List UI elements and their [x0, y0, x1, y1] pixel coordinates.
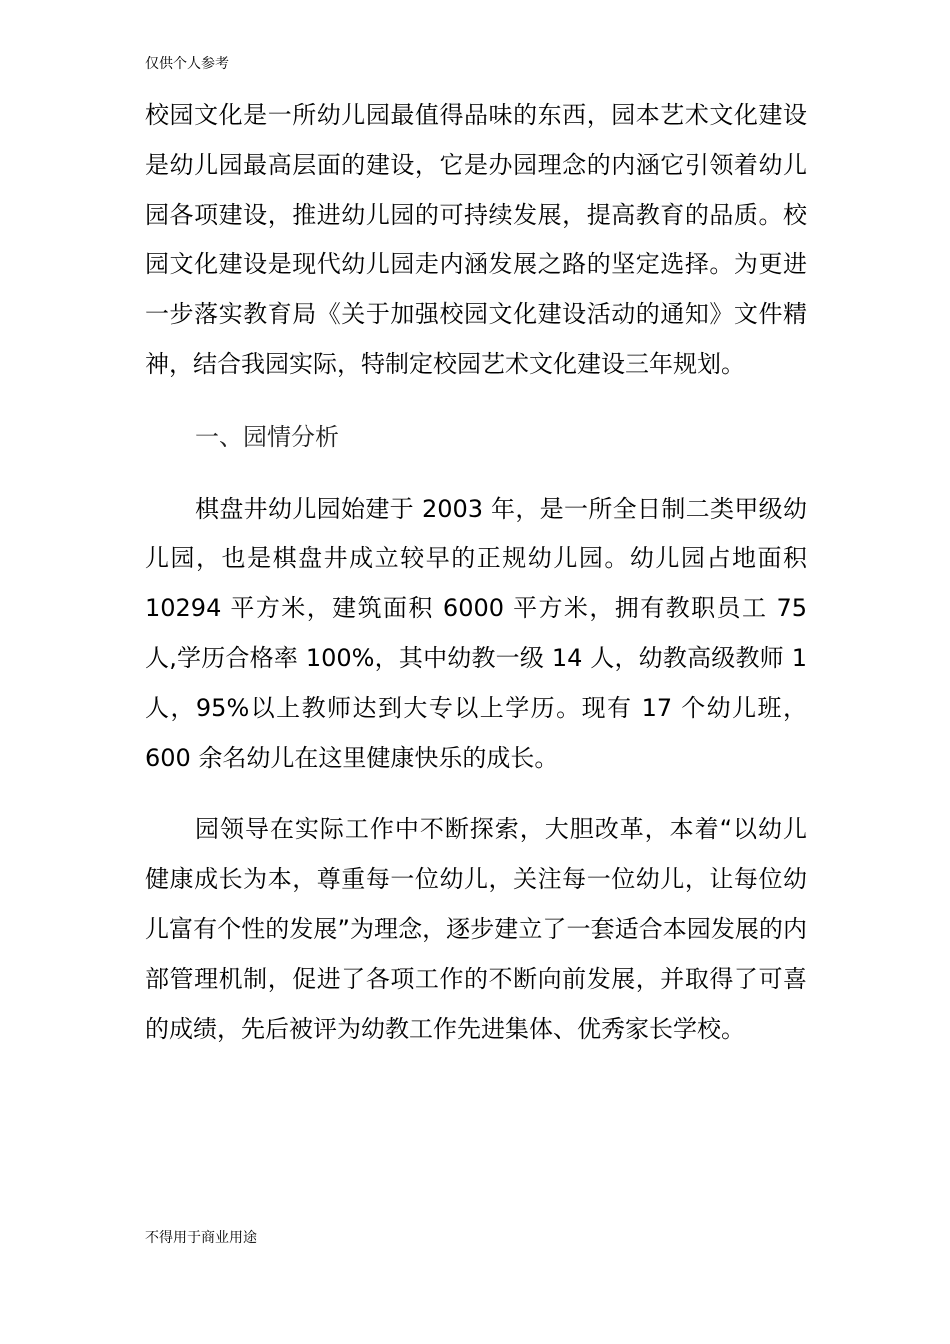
footer-note: 不得用于商业用途: [145, 1230, 257, 1246]
overview-paragraph: 棋盘井幼儿园始建于 2003 年，是一所全日制二类甲级幼儿园，也是棋盘井成立较早的正规幼儿园。幼儿园占地面积 10294 平方米，建筑面积 6000 平方米，拥有教职员工 75 人,学历合格率 100%，其中幼教一级 14 人，幼教高级教师 1 人，95%以上教师达到大专以上学历。现有 17 个幼儿班，600 余名幼儿在这里健康快乐的成长。: [145, 494, 807, 772]
section-heading: 一、园情分析: [195, 422, 339, 451]
leadership-paragraph: 园领导在实际工作中不断探索，大胆改革，本着“以幼儿健康成长为本，尊重每一位幼儿，关注每一位幼儿，让每位幼儿富有个性的发展”为理念，逐步建立了一套适合本园发展的内部管理机制，促进了各项工作的不断向前发展，并取得了可喜的成绩，先后被评为幼教工作先进集体、优秀家长学校。: [145, 815, 807, 1043]
header-note: 仅供个人参考: [145, 56, 229, 72]
intro-paragraph: 校园文化是一所幼儿园最值得品味的东西，园本艺术文化建设是幼儿园最高层面的建设，它是办园理念的内涵它引领着幼儿园各项建设，推进幼儿园的可持续发展，提高教育的品质。校园文化建设是现代幼儿园走内涵发展之路的坚定选择。为更进一步落实教育局《关于加强校园文化建设活动的通知》文件精神，结合我园实际，特制定校园艺术文化建设三年规划。: [145, 101, 807, 378]
document-body: [145, 91, 807, 1054]
